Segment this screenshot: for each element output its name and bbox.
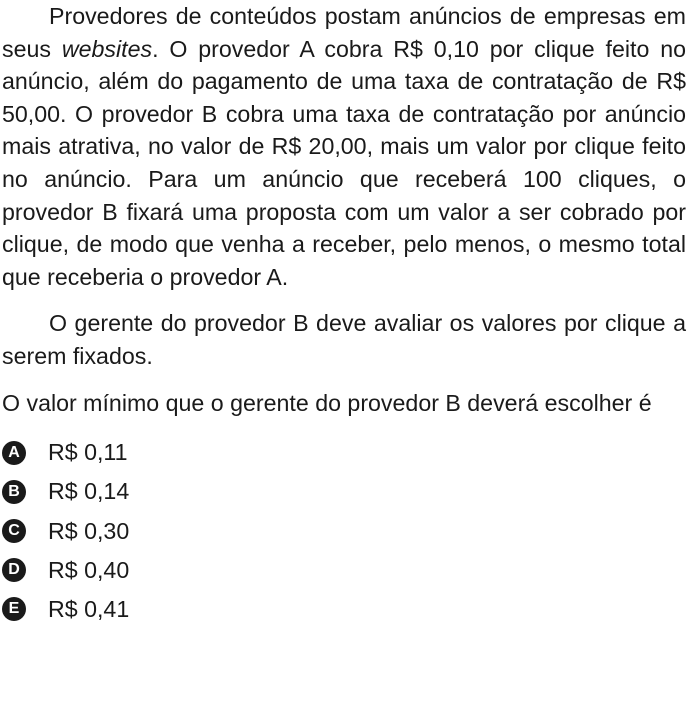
option-a[interactable] — [2, 433, 686, 472]
option-b[interactable] — [2, 472, 686, 511]
option-a-text: R$ 0,11 — [48, 439, 128, 466]
question-page — [2, 0, 686, 645]
option-c-text: R$ 0,30 — [48, 517, 130, 544]
option-c[interactable] — [2, 512, 686, 551]
option-d[interactable] — [2, 551, 686, 590]
question-prompt: O valor mínimo que o gerente do provedor B deverá escolher é — [2, 389, 652, 416]
option-e-text: R$ 0,41 — [48, 595, 130, 622]
option-e[interactable] — [2, 590, 686, 629]
option-c-letter-badge: C — [2, 519, 26, 543]
option-d-text: R$ 0,40 — [48, 556, 130, 583]
option-b-letter-badge: B — [2, 480, 26, 504]
option-e-letter-badge: E — [2, 597, 26, 621]
answer-options — [2, 433, 686, 629]
option-a-letter-badge: A — [2, 441, 26, 465]
paragraph-1-text-start: Provedores de conteúdos postam anúncios de empresas em seus — [2, 3, 686, 62]
websites-italic: websites — [61, 35, 153, 62]
option-d-letter-badge: D — [2, 558, 26, 582]
paragraph-1-text-end: . O provedor A cobra R$ 0,10 por clique feito no anúncio, além do pagamento de uma taxa de contratação de R$ 50,00. O provedor B cobra uma taxa de contratação por anúncio mais atrativa, no valor de R$ 20,00, mais um valor por clique feito no anúncio. Para um anúncio que receberá 100 cliques, o provedor B fixará uma proposta com um valor a ser cobrado por clique, de modo que venha a receber, pelo menos, o mesmo total que receberia o provedor A. — [2, 35, 687, 290]
option-b-text: R$ 0,14 — [48, 478, 130, 505]
question-paragraph-2: O gerente do provedor B deve avaliar os valores por clique a serem fixados. — [2, 310, 686, 369]
question-paragraph-1 — [2, 0, 686, 293]
